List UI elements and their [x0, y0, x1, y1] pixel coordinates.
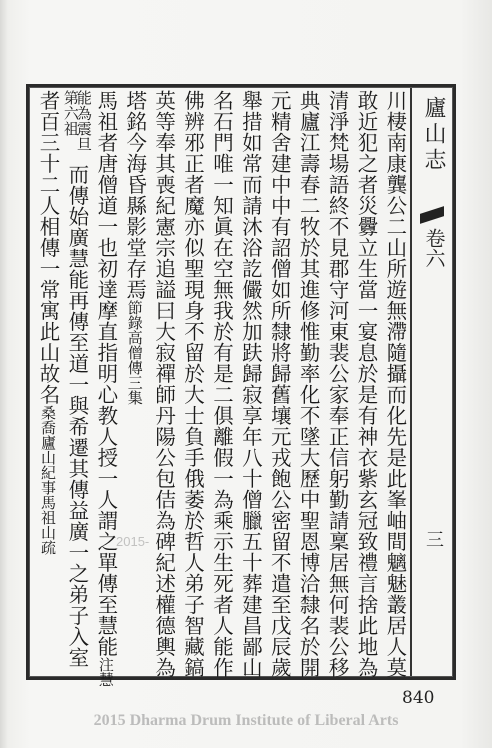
text-column: 佛辨邪正者魔亦似聖現身不留於大士負手俄萎於哲人弟子智藏鎬	[180, 90, 205, 678]
text-column: 敢近犯之者災釁立生當一宴息於是有神衣紫玄冠致禮言捨此地為	[353, 90, 378, 678]
column-main-text: 塔銘今海昏縣影堂存焉	[122, 90, 147, 300]
column-main-text: 而傳始廣慧能再傳至道一與希遷其傳益廣一之弟子入室	[64, 164, 89, 668]
annotation-note: 注慧	[96, 657, 115, 687]
book-title: 廬山志	[421, 96, 446, 174]
text-column	[121, 90, 148, 674]
leaf-number: 三	[423, 530, 444, 548]
text-column: 典廬江壽春二牧於其進修惟勤率化不墜大歷中聖恩博洽隸名於開	[296, 90, 321, 678]
running-header-band	[410, 88, 452, 676]
faint-watermark: 2015-	[116, 534, 150, 549]
text-column: 英等奉其喪紀憲宗追謚曰大寂禪師丹陽公包佶為碑紀述權德輿為	[151, 90, 176, 678]
annotation-continued: 能為震旦第六祖	[61, 90, 93, 152]
source-note: 節錄高僧傳三集	[125, 300, 144, 405]
text-column: 川棲南康龔公二山所遊無滯隨攝而化先是此峯岫間魑魅叢居人莫	[382, 90, 407, 678]
text-column: 舉措如常而請沐浴訖儼然加趺歸寂享年八十僧臘五十葬建昌鄙山	[238, 90, 263, 678]
text-column: 元精舍建中中有詔僧如所隸將歸舊壤元戎飽公密留不遣至戊辰歲	[267, 90, 292, 678]
source-note: 桑喬廬山紀事馬祖山疏	[39, 405, 57, 555]
text-column: 名石門唯一知眞在空無我於有是二俱離假一為乘示生死者人能作	[209, 90, 234, 678]
body-text	[34, 90, 408, 687]
text-column	[92, 90, 119, 687]
text-column	[34, 90, 61, 674]
column-main-text: 馬祖者唐僧道一也初達摩直指明心教人授一人謂之單傳至慧能	[93, 90, 118, 657]
copyright-watermark: 2015 Dharma Drum Institute of Liberal Arts	[93, 712, 399, 729]
text-column	[61, 90, 93, 674]
page-number: 840	[402, 688, 435, 708]
column-main-text: 者百三十二人相傳一常寓此山故名	[36, 90, 60, 405]
text-column: 清淨梵場語終不見郡守河東裴公家奉正信躬勤請稟居無何裴公移	[325, 90, 350, 678]
volume-label: 卷六	[422, 228, 446, 268]
